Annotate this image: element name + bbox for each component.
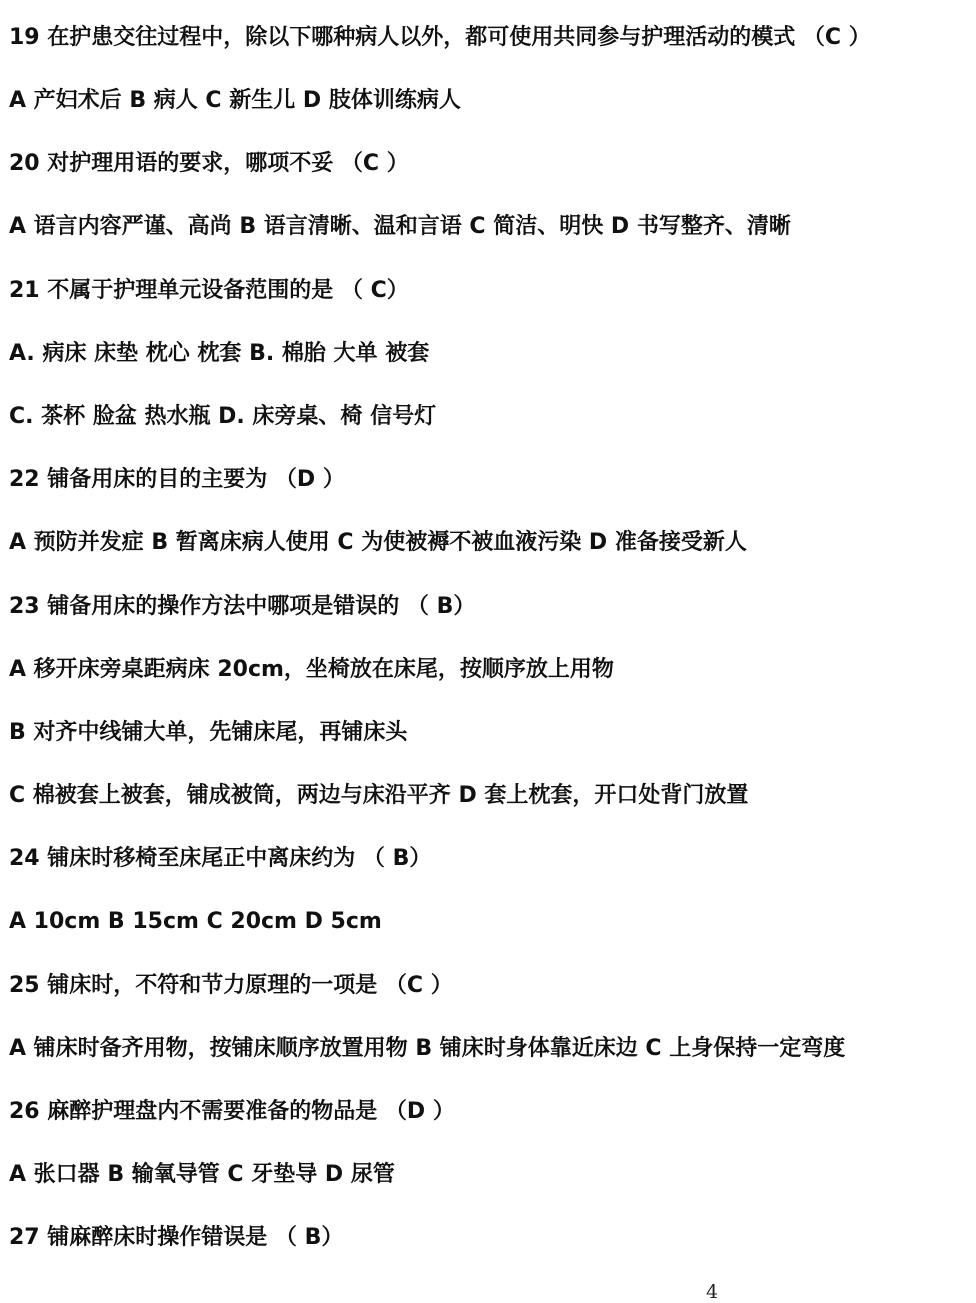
question-23-option-a: A 移开床旁桌距病床 20cm，坐椅放在床尾，按顺序放上用物 xyxy=(9,657,614,682)
page-number: 4 xyxy=(706,1281,719,1303)
question-25-options: A 铺床时备齐用物，按铺床顺序放置用物 B 铺床时身体靠近床边 C 上身保持一定弯度 xyxy=(9,1036,846,1061)
question-23-stem: 23 铺备用床的操作方法中哪项是错误的 （ B） xyxy=(9,594,476,619)
question-26-stem: 26 麻醉护理盘内不需要准备的物品是 （D ） xyxy=(9,1099,455,1124)
question-22-stem: 22 铺备用床的目的主要为 （D ） xyxy=(9,467,345,492)
question-25-stem: 25 铺床时，不符和节力原理的一项是 （C ） xyxy=(9,973,453,998)
question-24-options: A 10cm B 15cm C 20cm D 5cm xyxy=(9,909,382,934)
question-19-options: A 产妇术后 B 病人 C 新生儿 D 肢体训练病人 xyxy=(9,88,461,113)
question-19-stem: 19 在护患交往过程中，除以下哪种病人以外，都可使用共同参与护理活动的模式 （C ） xyxy=(9,25,871,50)
question-26-options: A 张口器 B 输氧导管 C 牙垫导 D 尿管 xyxy=(9,1162,395,1187)
question-24-stem: 24 铺床时移椅至床尾正中离床约为 （ B） xyxy=(9,846,432,871)
question-23-option-c-d: C 棉被套上被套，铺成被筒，两边与床沿平齐 D 套上枕套，开口处背门放置 xyxy=(9,783,749,808)
question-20-options: A 语言内容严谨、高尚 B 语言清晰、温和言语 C 简洁、明快 D 书写整齐、清晰 xyxy=(9,214,791,239)
question-22-options: A 预防并发症 B 暂离床病人使用 C 为使被褥不被血液污染 D 准备接受新人 xyxy=(9,530,747,555)
question-23-option-b: B 对齐中线铺大单，先铺床尾，再铺床头 xyxy=(9,720,408,745)
question-21-options-row-2: C. 茶杯 脸盆 热水瓶 D. 床旁桌、椅 信号灯 xyxy=(9,404,437,429)
question-21-options-row-1: A. 病床 床垫 枕心 枕套 B. 棉胎 大单 被套 xyxy=(9,341,430,366)
question-21-stem: 21 不属于护理单元设备范围的是 （ C） xyxy=(9,278,409,303)
question-27-stem: 27 铺麻醉床时操作错误是 （ B） xyxy=(9,1225,344,1250)
question-20-stem: 20 对护理用语的要求，哪项不妥 （C ） xyxy=(9,151,409,176)
